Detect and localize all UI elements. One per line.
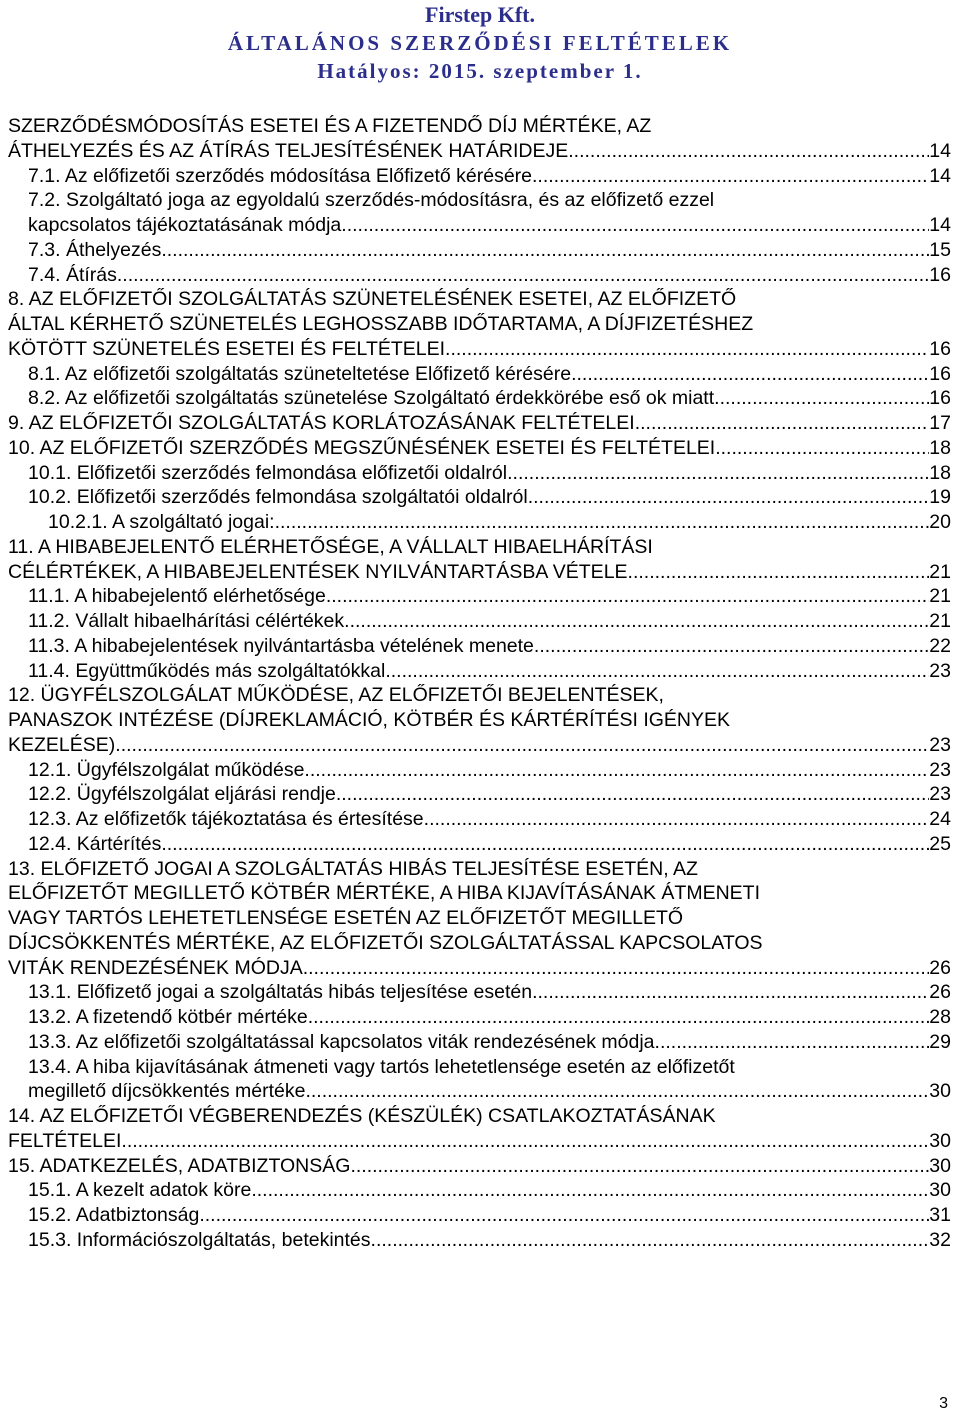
toc-entry[interactable] [0,263,951,288]
toc-entry-text: 12.3. Az előfizetők tájékoztatása és értesítése [28,808,424,830]
toc-page-number: 23 [929,659,951,682]
toc-entry-text: VITÁK RENDEZÉSÉNEK MÓDJA [8,956,303,979]
toc-entry-text: PANASZOK INTÉZÉSE (DÍJREKLAMÁCIÓ, KÖTBÉR ÉS KÁRTÉRÍTÉSI IGÉNYEK [8,709,731,731]
toc-dot-leader [341,213,929,238]
toc-page-number: 26 [929,956,951,979]
toc-dot-leader [344,609,929,634]
toc-entry[interactable] [0,1079,951,1104]
toc-entry-line [0,312,960,337]
toc-page-number: 30 [929,1080,951,1103]
toc-page-number: 16 [929,362,951,385]
toc-dot-leader [350,1154,929,1179]
toc-entry[interactable] [0,436,951,461]
toc-page-number: 30 [929,1154,951,1177]
toc-dot-leader [532,164,929,189]
company-name: Firstep Kft. [425,2,535,27]
toc-page-number: 21 [929,610,951,632]
toc-entry-text: 12.1. Ügyfélszolgálat működése [28,758,305,781]
toc-dot-leader [655,1030,930,1055]
toc-entry-text: 15.2. Adatbiztonság [28,1204,200,1226]
toc-dot-leader [424,807,930,832]
toc-dot-leader [714,386,929,411]
page-number: 3 [939,1395,948,1412]
toc-entry-text: 11. A HIBABEJELENTŐ ELÉRHETŐSÉGE, A VÁLLALT HIBAELHÁRÍTÁSI [8,535,653,558]
toc-page-number: 16 [929,337,951,360]
toc-entry[interactable] [0,1129,951,1154]
toc-entry-line [0,1104,960,1129]
toc-entry-text: 10.2.1. A szolgáltató jogai: [48,511,275,533]
toc-page-number: 14 [929,164,951,187]
toc-dot-leader [574,139,930,164]
toc-entry-text: 12. ÜGYFÉLSZOLGÁLAT MŰKÖDÉSE, AZ ELŐFIZETŐI BEJELENTÉSEK, [8,684,664,707]
toc-entry[interactable] [0,238,951,263]
toc-entry-text: megillető díjcsökkentés mértéke [28,1080,306,1103]
toc-page-number: 24 [929,808,951,830]
toc-entry[interactable] [0,609,951,634]
toc-entry-text: kapcsolatos tájékoztatásának módja [28,214,342,236]
toc-entry-line [0,114,960,139]
toc-entry-line [0,857,960,882]
toc-page-number: 30 [929,1179,951,1202]
document-title: ÁLTALÁNOS SZERZŐDÉSI FELTÉTELEK [227,31,733,55]
toc-entry-text: SZERZŐDÉSMÓDOSÍTÁS ESETEI ÉS A FIZETENDŐ DÍJ MÉRTÉKE, AZ [8,115,652,137]
toc-page-number: 23 [929,733,951,756]
toc-entry-text: 11.3. A hibabejelentések nyilvántartásba vételének menete [28,634,534,657]
toc-entry[interactable] [0,758,951,783]
toc-entry[interactable] [0,1005,951,1030]
toc-page-number: 21 [929,585,951,608]
toc-entry-text: 12.2. Ügyfélszolgálat eljárási rendje [28,783,336,806]
toc-entry-line [0,1055,960,1080]
toc-dot-leader [715,436,929,461]
toc-entry[interactable] [0,659,951,684]
toc-entry[interactable] [0,139,951,164]
toc-entry-text: CÉLÉRTÉKEK, A HIBABEJELENTÉSEK NYILVÁNTARTÁSBA VÉTELE [8,560,628,583]
toc-entry-text: 13.1. Előfizető jogai a szolgáltatás hibás teljesítése esetén [28,981,533,1004]
toc-entry-text: 14. AZ ELŐFIZETŐI VÉGBERENDEZÉS (KÉSZÜLÉK) CSATLAKOZTATÁSÁNAK [8,1105,716,1127]
toc-dot-leader [532,980,929,1005]
toc-page-number: 19 [929,486,951,509]
toc-entry-text: 15.1. A kezelt adatok köre [28,1179,252,1202]
toc-entry-line [0,287,960,312]
toc-page-number: 21 [929,560,951,583]
toc-page-number: 29 [929,1030,951,1053]
toc-entry-line [0,881,960,906]
toc-entry-line [0,535,960,560]
toc-page-number: 23 [929,783,951,806]
toc-entry-text: 13.3. Az előfizetői szolgáltatással kapcsolatos viták rendezésének módja [28,1030,655,1053]
toc-entry[interactable] [0,461,951,486]
toc-entry-text: VAGY TARTÓS LEHETETLENSÉGE ESETÉN AZ ELŐFIZETŐT MEGILLETŐ [8,907,684,929]
toc-dot-leader [534,634,929,659]
toc-entry[interactable] [0,1178,951,1203]
toc-entry-text: 15. ADATKEZELÉS, ADATBIZTONSÁG [8,1154,351,1177]
toc-entry[interactable] [0,164,951,189]
toc-dot-leader [635,411,930,436]
toc-entry-text: FELTÉTELEI [8,1129,122,1152]
toc-entry-text: 7.4. Átírás [28,263,117,286]
toc-dot-leader [303,956,930,981]
effective-date: Hatályos: 2015. szeptember 1. [317,59,643,83]
toc-entry-text: 11.1. A hibabejelentő elérhetősége [28,585,326,608]
toc-entry-text: 11.4. Együttműködés más szolgáltatókkal [28,659,386,682]
toc-entry-text: KEZELÉSE) [8,733,116,756]
toc-entry-text: 9. AZ ELŐFIZETŐI SZOLGÁLTATÁS KORLÁTOZÁSÁNAK FELTÉTELEI [8,412,635,434]
toc-entry-text: 8.2. Az előfizetői szolgáltatás szünetelése Szolgáltató érdekkörébe eső ok miatt [28,387,715,410]
toc-dot-leader [507,461,929,486]
toc-entry[interactable] [0,560,951,585]
toc-dot-leader [275,510,930,535]
toc-dot-leader [121,1129,929,1154]
toc-entry-text: KÖTÖTT SZÜNETELÉS ESETEI ÉS FELTÉTELEI [8,337,446,360]
toc-entry[interactable] [0,1154,951,1179]
toc-entry-text: 8. AZ ELŐFIZETŐI SZOLGÁLTATÁS SZÜNETELÉSÉNEK ESETEI, AZ ELŐFIZETŐ [8,288,737,311]
toc-dot-leader [371,1228,930,1253]
toc-entry[interactable] [0,411,951,436]
toc-page-number: 28 [929,1006,951,1028]
toc-entry-text: 13. ELŐFIZETŐ JOGAI A SZOLGÁLTATÁS HIBÁS TELJESÍTÉSE ESETÉN, AZ [8,857,698,880]
toc-entry-text: ELŐFIZETŐT MEGILLETŐ KÖTBÉR MÉRTÉKE, A HIBA KIJAVÍTÁSÁNAK ÁTMENETI [8,882,761,905]
toc-page-number: 14 [929,139,951,162]
toc-page-number: 14 [929,214,951,236]
toc-entry-text: 7.1. Az előfizetői szerződés módosítása Előfizető kérésére [28,164,533,187]
toc-entry[interactable] [0,510,951,535]
toc-entry-text: 10.2. Előfizetői szerződés felmondása szolgáltatói oldalról [28,486,528,509]
toc-entry[interactable] [0,782,951,807]
toc-entry[interactable] [0,634,951,659]
toc-page-number: 23 [929,758,951,781]
toc-dot-leader [326,584,929,609]
toc-dot-leader [628,560,930,585]
toc-entry[interactable] [0,832,951,857]
toc-entry[interactable] [0,807,951,832]
toc-entry-text: 15.3. Információszolgáltatás, betekintés [28,1228,371,1251]
toc-entry-line [0,931,960,956]
toc-entry-line [0,683,960,708]
toc-page-number: 30 [929,1129,951,1152]
toc-entry[interactable] [0,584,951,609]
toc-page-number: 26 [929,981,951,1004]
toc-page-number: 16 [929,263,951,286]
toc-dot-leader [336,782,929,807]
toc-entry-line [0,708,960,733]
toc-entry[interactable] [0,386,951,411]
toc-page-number: 32 [929,1228,951,1251]
toc-dot-leader [528,485,930,510]
toc-dot-leader [305,1079,929,1104]
toc-entry[interactable] [0,337,951,362]
toc-entry-text: 7.2. Szolgáltató joga az egyoldalú szerződés-módosításra, és az előfizető ezzel [28,189,715,212]
toc-entry-text: ÁTHELYEZÉS ÉS AZ ÁTÍRÁS TELJESÍTÉSÉNEK HATÁRIDEJE. [8,139,574,162]
toc-entry-text: 10.1. Előfizetői szerződés felmondása előfizetői oldalról [28,461,508,484]
toc-page-number: 25 [929,832,951,855]
toc-entry[interactable] [0,1030,951,1055]
toc-entry[interactable] [0,362,951,387]
toc-entry-text: 7.3. Áthelyezés [28,238,162,261]
toc-dot-leader [251,1178,929,1203]
toc-entry[interactable] [0,733,951,758]
toc-entry[interactable] [0,485,951,510]
toc-page-number: 22 [929,634,951,657]
toc-entry-text: ÁLTAL KÉRHETŐ SZÜNETELÉS LEGHOSSZABB IDŐTARTAMA, A DÍJFIZETÉSHEZ [8,313,754,335]
toc-entry[interactable] [0,980,951,1005]
toc-entry[interactable] [0,956,951,981]
toc-page-number: 18 [929,461,951,484]
toc-entry[interactable] [0,1228,951,1253]
toc-dot-leader [117,263,929,288]
toc-dot-leader [161,238,929,263]
toc-dot-leader [199,1203,929,1228]
toc-entry-text: 11.2. Vállalt hibaelhárítási célértékek [28,610,345,632]
toc-entry-text: DÍJCSÖKKENTÉS MÉRTÉKE, AZ ELŐFIZETŐI SZOLGÁLTATÁSSAL KAPCSOLATOS [8,931,763,954]
toc-entry[interactable] [0,1203,951,1228]
toc-dot-leader [161,832,929,857]
toc-page-number: 16 [929,387,951,410]
toc-entry-line [0,188,960,213]
toc-dot-leader [308,1005,930,1030]
toc-page-number: 17 [929,412,951,434]
toc-entry-text: 10. AZ ELŐFIZETŐI SZERZŐDÉS MEGSZŰNÉSÉNEK ESETEI ÉS FELTÉTELEI [8,436,716,459]
toc-page-number: 15 [929,238,951,261]
toc-page-number: 18 [929,436,951,459]
toc-entry-text: 13.4. A hiba kijavításának átmeneti vagy tartós lehetetlensége esetén az előfizetőt [28,1055,735,1078]
toc-dot-leader [445,337,929,362]
toc-entry-text: 12.4. Kártérítés [28,832,162,855]
toc-page-number: 31 [929,1204,951,1226]
toc-dot-leader [304,758,929,783]
toc-entry-line [0,906,960,931]
toc-entry-text: 8.1. Az előfizetői szolgáltatás szüneteltetése Előfizető kérésére [28,362,572,385]
toc-page-number: 20 [929,511,951,533]
table-of-contents [0,114,960,1253]
toc-dot-leader [115,733,929,758]
toc-dot-leader [385,659,929,684]
toc-entry[interactable] [0,213,951,238]
toc-entry-text: 13.2. A fizetendő kötbér mértéke [28,1006,308,1028]
toc-dot-leader [571,362,929,387]
